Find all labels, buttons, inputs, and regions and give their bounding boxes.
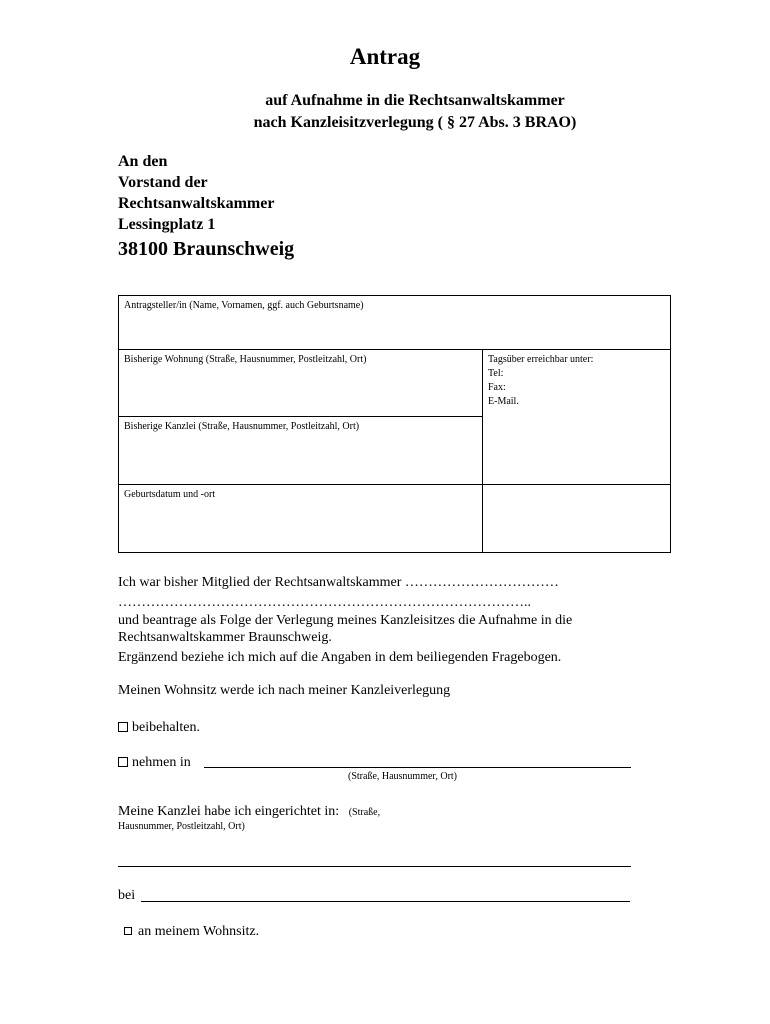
home-office-checkbox[interactable] bbox=[124, 927, 132, 935]
recipient-city: 38100 Braunschweig bbox=[118, 238, 295, 260]
form-title: Antrag bbox=[349, 44, 421, 69]
email-label: E-Mail. bbox=[488, 396, 519, 407]
blank-cell[interactable] bbox=[483, 485, 671, 553]
contact-label: Tagsüber erreichbar unter: bbox=[488, 354, 594, 365]
move-residence-label: nehmen in bbox=[132, 755, 191, 770]
birth-label: Geburtsdatum und -ort bbox=[124, 489, 216, 500]
statement-line2: …………………………………………………………………………….. bbox=[118, 595, 531, 610]
form-subtitle-line2: nach Kanzleisitzverlegung ( § 27 Abs. 3 BRAO) bbox=[253, 114, 577, 131]
residence-field[interactable] bbox=[119, 350, 483, 417]
applicant-form-table bbox=[118, 295, 671, 553]
office-hint-part1: (Straße, bbox=[348, 807, 381, 818]
applicant-field[interactable] bbox=[119, 296, 671, 350]
recipient-line4: Lessingplatz 1 bbox=[118, 216, 216, 233]
keep-residence-label: beibehalten. bbox=[132, 720, 201, 735]
home-office-label: an meinem Wohnsitz. bbox=[138, 924, 260, 939]
bei-label: bei bbox=[118, 888, 136, 903]
statement-line1: Ich war bisher Mitglied der Rechtsanwaltskammer …………………………… bbox=[118, 575, 559, 590]
new-residence-input-line[interactable] bbox=[204, 767, 631, 768]
office-address-input-line[interactable] bbox=[118, 866, 631, 867]
phone-label: Tel: bbox=[488, 368, 504, 379]
statement-line3: und beantrage als Folge der Verlegung meines Kanzleisitzes die Aufnahme in die bbox=[118, 613, 573, 628]
applicant-label: Antragsteller/in (Name, Vornamen, ggf. auch Geburtsname) bbox=[124, 300, 364, 311]
new-residence-hint: (Straße, Hausnummer, Ort) bbox=[348, 771, 458, 782]
residence-intro: Meinen Wohnsitz werde ich nach meiner Kanzleiverlegung bbox=[118, 683, 451, 698]
keep-residence-checkbox[interactable] bbox=[118, 722, 128, 732]
statement-line4: Rechtsanwaltskammer Braunschweig. bbox=[118, 630, 332, 645]
birth-field[interactable] bbox=[119, 485, 483, 553]
office-field[interactable] bbox=[119, 417, 483, 485]
home-office-option bbox=[124, 923, 259, 940]
statement-line5: Ergänzend beziehe ich mich auf die Angaben in dem beiliegenden Fragebogen. bbox=[118, 650, 562, 665]
form-subtitle-line1: auf Aufnahme in die Rechtsanwaltskammer bbox=[265, 92, 565, 109]
office-label: Bisherige Kanzlei (Straße, Hausnummer, Postleitzahl, Ort) bbox=[124, 421, 360, 432]
bei-input-line[interactable] bbox=[141, 901, 630, 902]
keep-residence-option bbox=[118, 719, 200, 736]
recipient-line3: Rechtsanwaltskammer bbox=[118, 195, 275, 212]
recipient-line2: Vorstand der bbox=[118, 174, 208, 191]
office-intro-line bbox=[118, 803, 380, 821]
office-hint-part2: Hausnummer, Postleitzahl, Ort) bbox=[118, 821, 245, 832]
residence-label: Bisherige Wohnung (Straße, Hausnummer, Postleitzahl, Ort) bbox=[124, 354, 367, 365]
recipient-line1: An den bbox=[118, 153, 168, 170]
fax-label: Fax: bbox=[488, 382, 506, 393]
move-residence-option bbox=[118, 754, 191, 771]
move-residence-checkbox[interactable] bbox=[118, 757, 128, 767]
office-intro: Meine Kanzlei habe ich eingerichtet in: bbox=[118, 804, 340, 819]
contact-field[interactable] bbox=[483, 350, 671, 485]
